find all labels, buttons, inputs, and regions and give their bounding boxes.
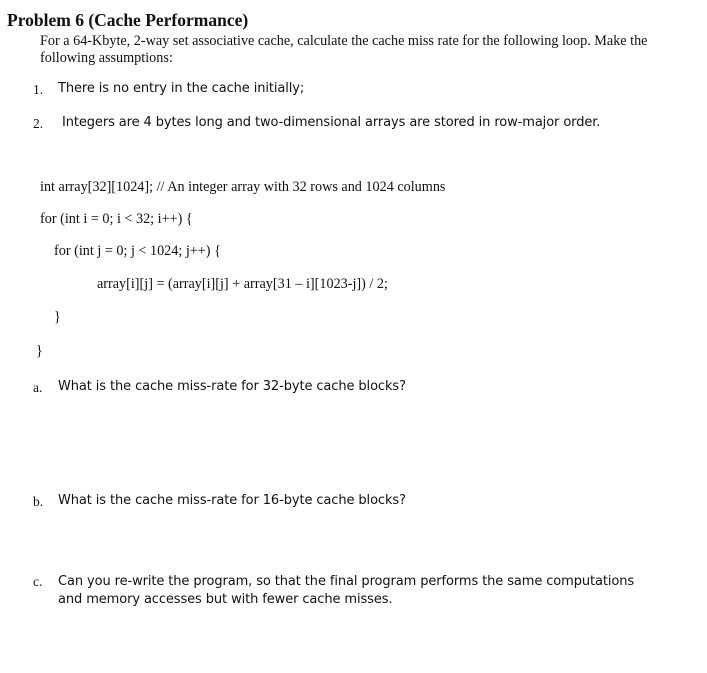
code-line-inner-close: }	[54, 309, 61, 325]
question-letter: a.	[33, 380, 43, 395]
question-text: What is the cache miss-rate for 16-byte cache blocks?	[58, 493, 406, 508]
question-letter: b.	[33, 494, 44, 509]
question-text: What is the cache miss-rate for 32-byte cache blocks?	[58, 379, 406, 394]
code-line-outer-close: }	[36, 343, 43, 359]
assumption-number: 2.	[33, 116, 44, 131]
code-line-declaration: int array[32][1024]; // An integer array with 32 rows and 1024 columns	[40, 179, 446, 195]
problem-title: Problem 6 (Cache Performance)	[7, 10, 249, 30]
question-letter: c.	[33, 574, 43, 589]
assumption-text: There is no entry in the cache initially;	[58, 81, 305, 96]
code-line-outer-loop: for (int i = 0; i < 32; i++) {	[40, 211, 193, 227]
problem-intro: For a 64-Kbyte, 2-way set associative cache, calculate the cache miss rate for the following loop. Make the following assumptions:	[40, 33, 648, 66]
assumption-number: 1.	[33, 82, 44, 97]
question-text: Can you re-write the program, so that the final program performs the same computations and memory accesses but with fewer cache misses.	[58, 574, 635, 607]
assumption-text: Integers are 4 bytes long and two-dimensional arrays are stored in row-major order.	[62, 115, 601, 130]
code-line-inner-loop: for (int j = 0; j < 1024; j++) {	[54, 243, 221, 259]
code-line-body: array[i][j] = (array[i][j] + array[31 – i][1023-j]) / 2;	[97, 276, 388, 292]
